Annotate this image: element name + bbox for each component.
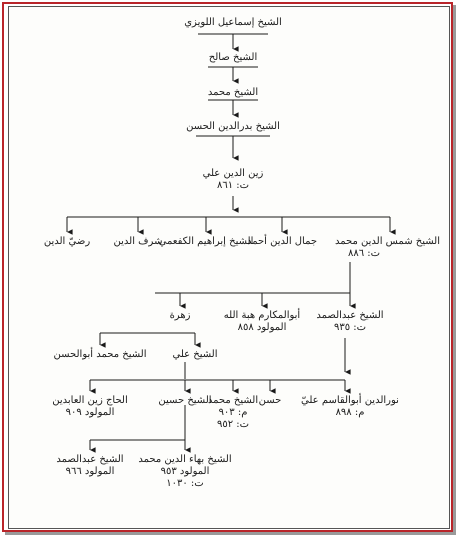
node-abd-al-samad-1-date: ت: ٩٣٥ bbox=[333, 322, 367, 333]
node-zayn-al-abidin-date: المولود ٩٠٩ bbox=[65, 407, 115, 418]
node-badr-al-din bbox=[183, 121, 283, 133]
node-zayn-al-din bbox=[193, 168, 273, 192]
node-muhammad-2-birth: م: ٩٠٣ bbox=[218, 407, 248, 418]
node-zahra bbox=[150, 310, 210, 322]
node-nur-al-din-name: نورالدين أبوالقاسم عليّ bbox=[301, 395, 399, 406]
node-abd-al-samad-1 bbox=[300, 310, 400, 334]
node-husayn-name: الشيخ حسين bbox=[158, 395, 212, 406]
node-muhammad-2-name: الشيخ محمد bbox=[207, 395, 259, 406]
node-nur-al-din-date: م: ٨٩٨ bbox=[335, 407, 365, 418]
node-zayn-al-abidin-name: الحاج زين العابدين bbox=[52, 395, 128, 406]
node-muhammad-1 bbox=[193, 87, 273, 99]
node-zayn-al-din-date: ت: ٨٦١ bbox=[216, 180, 250, 191]
node-baha-al-din-name: الشيخ بهاء الدين محمد bbox=[138, 454, 232, 465]
node-zahra-name: زهرة bbox=[169, 310, 191, 321]
node-radi-al-din-name: رضيّ الدين bbox=[43, 236, 91, 247]
node-abu-al-makarim-name: أبوالمكارم هبة الله bbox=[223, 310, 301, 321]
node-ismail-name: الشيخ إسماعيل اللويزي bbox=[184, 17, 282, 28]
node-zayn-al-abidin bbox=[45, 395, 135, 419]
node-zayn-al-din-name: زين الدين علي bbox=[202, 168, 264, 179]
node-abu-al-makarim-date: المولود ٨٥٨ bbox=[237, 322, 287, 333]
node-abd-al-samad-2-name: الشيخ عبدالصمد bbox=[56, 454, 124, 465]
node-nur-al-din bbox=[295, 395, 405, 419]
node-abd-al-samad-2-date: المولود ٩٦٦ bbox=[65, 466, 115, 477]
node-abd-al-samad-2 bbox=[45, 454, 135, 478]
node-ibrahim-kafami-name: الشيخ إبراهيم الكفعمي bbox=[158, 236, 254, 247]
node-shams-al-din bbox=[335, 236, 440, 260]
node-husayn bbox=[155, 395, 215, 407]
node-shams-al-din-name: الشيخ شمس الدين محمد bbox=[335, 236, 440, 247]
node-ali-2 bbox=[160, 349, 230, 361]
node-ali-2-name: الشيخ علي bbox=[172, 349, 218, 360]
node-baha-al-din bbox=[130, 454, 240, 490]
node-abu-al-makarim bbox=[210, 310, 314, 334]
node-ismail bbox=[183, 17, 283, 29]
node-radi-al-din bbox=[37, 236, 97, 248]
node-baha-al-din-birth: المولود ٩٥٣ bbox=[160, 466, 210, 477]
node-salih-name: الشيخ صالح bbox=[208, 52, 258, 63]
node-sharaf-al-din bbox=[106, 236, 170, 248]
node-abd-al-samad-1-name: الشيخ عبدالصمد bbox=[316, 310, 384, 321]
node-muhammad-2-death: ت: ٩٥٢ bbox=[216, 419, 250, 430]
node-muhammad-abu-al-hasan bbox=[50, 349, 150, 361]
node-jamal-al-din-name: جمال الدين أحمد bbox=[246, 236, 318, 247]
node-baha-al-din-death: ت: ١٠٣٠ bbox=[166, 478, 204, 489]
node-salih bbox=[193, 52, 273, 64]
node-badr-al-din-name: الشيخ بدرالدين الحسن bbox=[186, 121, 280, 132]
node-hasan-name: حسن bbox=[258, 395, 282, 406]
node-muhammad-1-name: الشيخ محمد bbox=[207, 87, 259, 98]
node-shams-al-din-date: ت: ٨٨٦ bbox=[348, 248, 381, 259]
node-muhammad-abu-al-hasan-name: الشيخ محمد أبوالحسن bbox=[53, 349, 147, 360]
node-sharaf-al-din-name: شرف الدين bbox=[113, 236, 163, 247]
